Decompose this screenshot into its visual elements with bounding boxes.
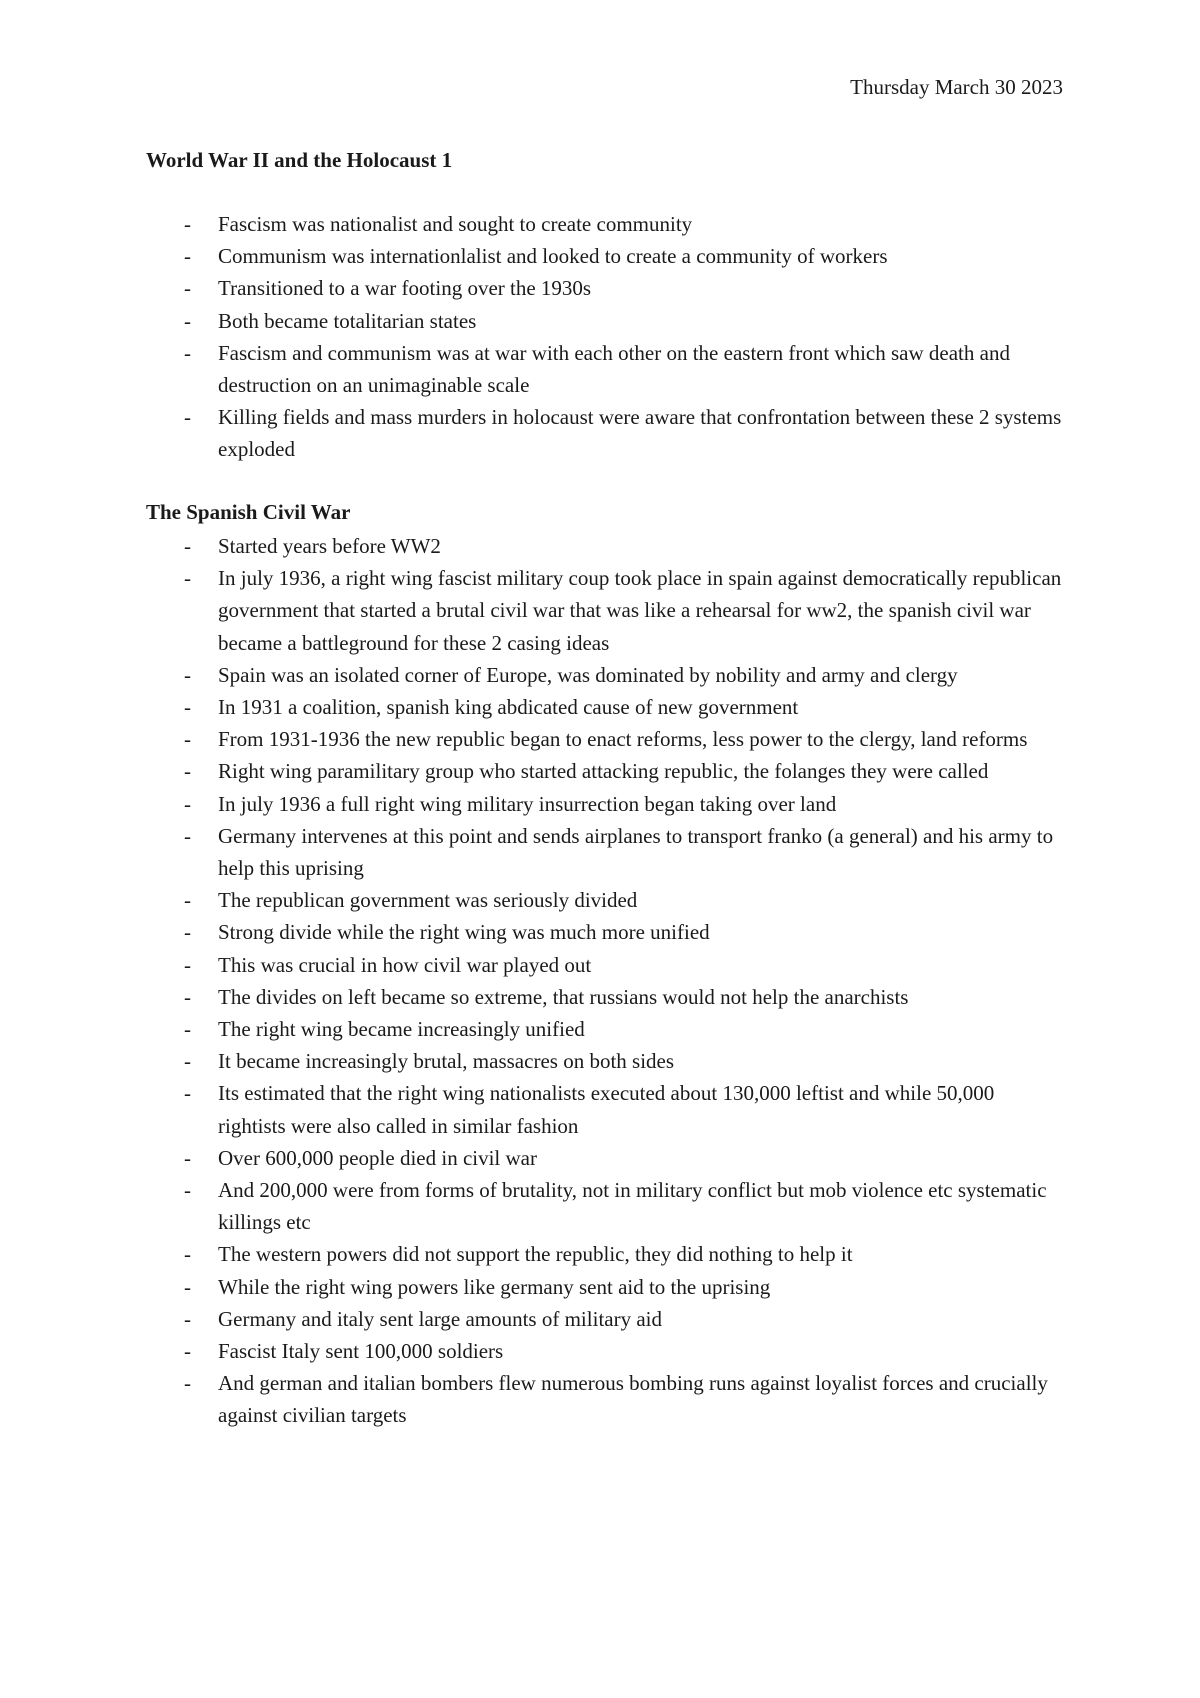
- list-item-text: The republican government was seriously divided: [218, 888, 638, 913]
- bullet-list-spanish-civil-war: [146, 530, 1066, 1432]
- dash-bullet-icon: -: [184, 244, 191, 269]
- list-item: [146, 820, 1066, 884]
- section-heading-ww2: World War II and the Holocaust 1: [146, 148, 453, 172]
- dash-bullet-icon: -: [184, 276, 191, 301]
- bullet-list-ww2: [146, 208, 1066, 466]
- dash-bullet-icon: -: [184, 1145, 191, 1170]
- list-item-text: The divides on left became so extreme, that russians would not help the anarchists: [218, 984, 909, 1009]
- list-item: [146, 530, 1066, 562]
- list-item: [146, 691, 1066, 723]
- list-item: [146, 755, 1066, 787]
- dash-bullet-icon: -: [184, 888, 191, 913]
- list-item: [146, 1142, 1066, 1174]
- list-item-text: Transitioned to a war footing over the 1930s: [218, 276, 592, 301]
- list-item-text: From 1931-1936 the new republic began to enact reforms, less power to the clergy, land reforms: [218, 727, 1028, 752]
- list-item-text: And german and italian bombers flew numerous bombing runs against loyalist forces and crucially against civilian targets: [218, 1371, 1048, 1428]
- list-item-text: It became increasingly brutal, massacres on both sides: [218, 1049, 675, 1074]
- dash-bullet-icon: -: [184, 308, 191, 333]
- list-item-text: The western powers did not support the republic, they did nothing to help it: [218, 1242, 853, 1267]
- list-item-text: In 1931 a coalition, spanish king abdicated cause of new government: [218, 695, 799, 720]
- dash-bullet-icon: -: [184, 1178, 191, 1203]
- list-item: [146, 1077, 1066, 1141]
- dash-bullet-icon: -: [184, 1371, 191, 1396]
- dash-bullet-icon: -: [184, 1242, 191, 1267]
- list-item: [146, 1174, 1066, 1238]
- list-item-text: Germany intervenes at this point and sends airplanes to transport franko (a general) and his army to help this uprising: [218, 823, 1054, 881]
- list-item: [146, 401, 1066, 465]
- list-item-text: This was crucial in how civil war played out: [218, 952, 592, 977]
- list-item-text: Killing fields and mass murders in holocaust were aware that confrontation between these 2 systems exploded: [218, 405, 1062, 462]
- dash-bullet-icon: -: [184, 1274, 191, 1299]
- dash-bullet-icon: -: [184, 952, 191, 977]
- list-item-text: Fascist Italy sent 100,000 soldiers: [218, 1339, 504, 1364]
- list-item-text: Strong divide while the right wing was much more unified: [218, 920, 710, 945]
- dash-bullet-icon: -: [184, 759, 191, 784]
- list-item-text: While the right wing powers like germany sent aid to the uprising: [218, 1274, 771, 1299]
- list-item-text: In july 1936 a full right wing military insurrection began taking over land: [218, 791, 837, 816]
- dash-bullet-icon: -: [184, 212, 191, 236]
- dash-bullet-icon: -: [184, 340, 191, 365]
- dash-bullet-icon: -: [184, 791, 191, 816]
- list-item: [146, 1013, 1066, 1045]
- dash-bullet-icon: -: [184, 1339, 191, 1364]
- dash-bullet-icon: -: [184, 405, 191, 430]
- dash-bullet-icon: -: [184, 920, 191, 945]
- list-item-text: Spain was an isolated corner of Europe, was dominated by nobility and army and clergy: [218, 662, 958, 687]
- list-item-text: Over 600,000 people died in civil war: [218, 1145, 537, 1170]
- list-item: [146, 240, 1066, 272]
- list-item: [146, 916, 1066, 948]
- list-item: [146, 723, 1066, 755]
- list-item: [146, 1238, 1066, 1270]
- dash-bullet-icon: -: [184, 1017, 191, 1042]
- dash-bullet-icon: -: [184, 662, 191, 687]
- list-item: [146, 1045, 1066, 1077]
- list-item: [146, 659, 1066, 691]
- list-item: [146, 305, 1066, 337]
- list-item: [146, 1367, 1066, 1431]
- list-item: [146, 981, 1066, 1013]
- list-item-text: The right wing became increasingly unified: [218, 1017, 585, 1042]
- dash-bullet-icon: -: [184, 1081, 191, 1106]
- list-item: [146, 272, 1066, 304]
- dash-bullet-icon: -: [184, 727, 191, 752]
- list-item-text: Started years before WW2: [218, 534, 441, 558]
- list-item: [146, 788, 1066, 820]
- list-item-text: Germany and italy sent large amounts of military aid: [218, 1306, 662, 1331]
- section-heading-spanish-civil-war: The Spanish Civil War: [146, 500, 351, 524]
- list-item: [146, 884, 1066, 916]
- list-item-text: In july 1936, a right wing fascist military coup took place in spain against democratically republican government that started a brutal civil war that was like a rehearsal for ww2, the spanish civil war became a battleground for these 2 casing ideas: [218, 566, 1062, 655]
- dash-bullet-icon: -: [184, 1306, 191, 1331]
- list-item: [146, 949, 1066, 981]
- dash-bullet-icon: -: [184, 1049, 191, 1074]
- list-item: [146, 208, 1066, 240]
- list-item-text: Right wing paramilitary group who started attacking republic, the folanges they were called: [218, 759, 989, 784]
- dash-bullet-icon: -: [184, 695, 191, 720]
- list-item: [146, 337, 1066, 401]
- dash-bullet-icon: -: [184, 566, 191, 591]
- list-item: [146, 1335, 1066, 1367]
- dash-bullet-icon: -: [184, 534, 191, 558]
- list-item-text: Its estimated that the right wing nationalists executed about 130,000 leftist and while 50,000 rightists were also called in similar fashion: [218, 1081, 995, 1138]
- document-date: Thursday March 30 2023: [850, 75, 1063, 99]
- list-item: [146, 562, 1066, 659]
- list-item-text: Fascism and communism was at war with each other on the eastern front which saw death and destruction on an unimaginable scale: [218, 340, 1010, 398]
- list-item-text: Both became totalitarian states: [218, 308, 477, 333]
- list-item-text: Fascism was nationalist and sought to create community: [218, 212, 693, 236]
- list-item: [146, 1271, 1066, 1303]
- list-item-text: Communism was internationlalist and looked to create a community of workers: [218, 244, 888, 269]
- list-item-text: And 200,000 were from forms of brutality, not in military conflict but mob violence etc systematic killings etc: [218, 1178, 1047, 1235]
- dash-bullet-icon: -: [184, 984, 191, 1009]
- list-item: [146, 1303, 1066, 1335]
- dash-bullet-icon: -: [184, 823, 191, 848]
